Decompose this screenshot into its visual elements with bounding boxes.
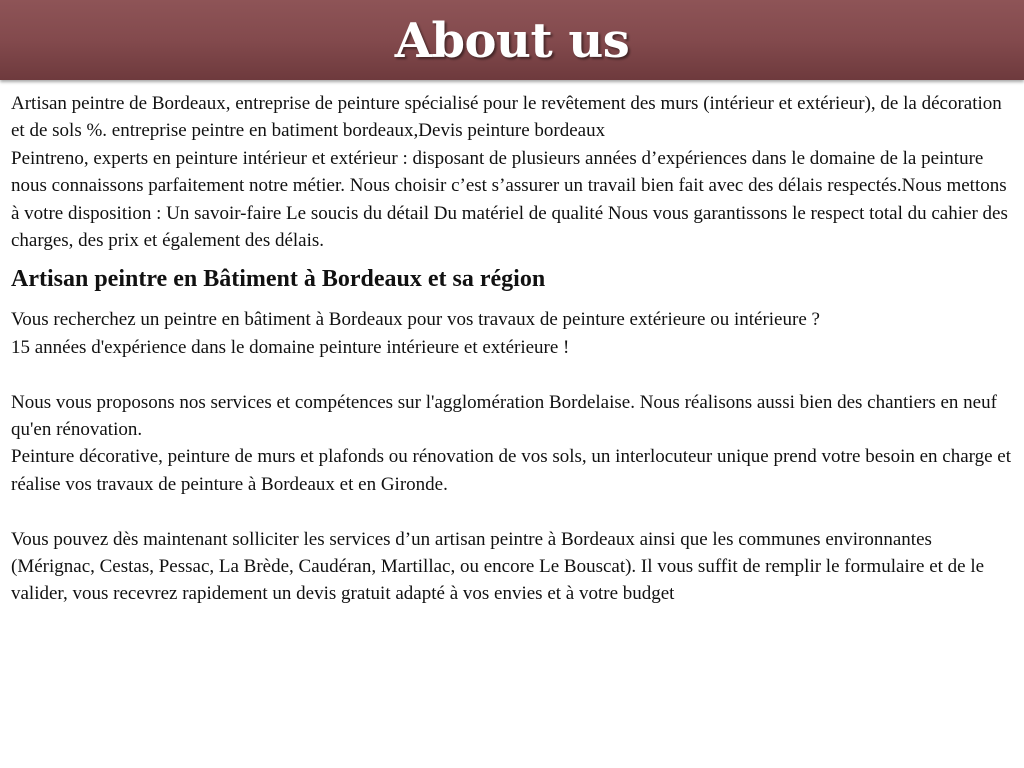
intro-paragraph: Peintreno, experts en peinture intérieur et extérieur : disposant de plusieurs années d’expériences dans le domaine de la peinture nous connaissons parfaitement notre métier. Nous choisir c’est s’assurer un travail bien fait avec des délais respectés.Nous mettons à votre disposition : Un savoir-faire Le soucis du détail Du matériel de qualité Nous vous garantissons le respect total du cahier des charges, des prix et également des délais. — [11, 147, 1008, 252]
title-bar — [0, 0, 1024, 80]
paragraph-spacer — [11, 361, 1015, 388]
intro-paragraph: Artisan peintre de Bordeaux, entreprise de peinture spécialisé pour le revêtement des murs (intérieur et extérieur), de la décoration et de sols %. entreprise peintre en batiment bordeaux,Devis peinture bordeaux — [11, 93, 1002, 142]
page-title: About us — [394, 13, 630, 69]
body-paragraph: Vous pouvez dès maintenant solliciter les services d’un artisan peintre à Bordeaux ainsi que les communes environnantes (Mérignac, Cestas, Pessac, La Brède, Caudéran, Martillac, ou encore Le Bouscat). Il vous suffit de remplir le formulaire et de le valider, vous recevrez rapidement un devis gratuit adapté à vos envies et à votre budget — [11, 528, 985, 605]
content-body — [11, 90, 1015, 608]
body-paragraph: Peinture décorative, peinture de murs et plafonds ou rénovation de vos sols, un interlocuteur unique prend votre besoin en charge et réalise vos travaux de peinture à Bordeaux et en Gironde. — [11, 446, 1012, 495]
paragraph-spacer — [11, 498, 1015, 525]
body-paragraph: 15 années d'expérience dans le domaine peinture intérieure et extérieure ! — [11, 336, 570, 358]
section-heading: Artisan peintre en Bâtiment à Bordeaux et sa région — [11, 266, 546, 293]
body-paragraph: Vous recherchez un peintre en bâtiment à Bordeaux pour vos travaux de peinture extérieure ou intérieure ? — [11, 309, 820, 331]
body-paragraph: Nous vous proposons nos services et compétences sur l'agglomération Bordelaise. Nous réalisons aussi bien des chantiers en neuf qu'en rénovation. — [11, 391, 997, 441]
